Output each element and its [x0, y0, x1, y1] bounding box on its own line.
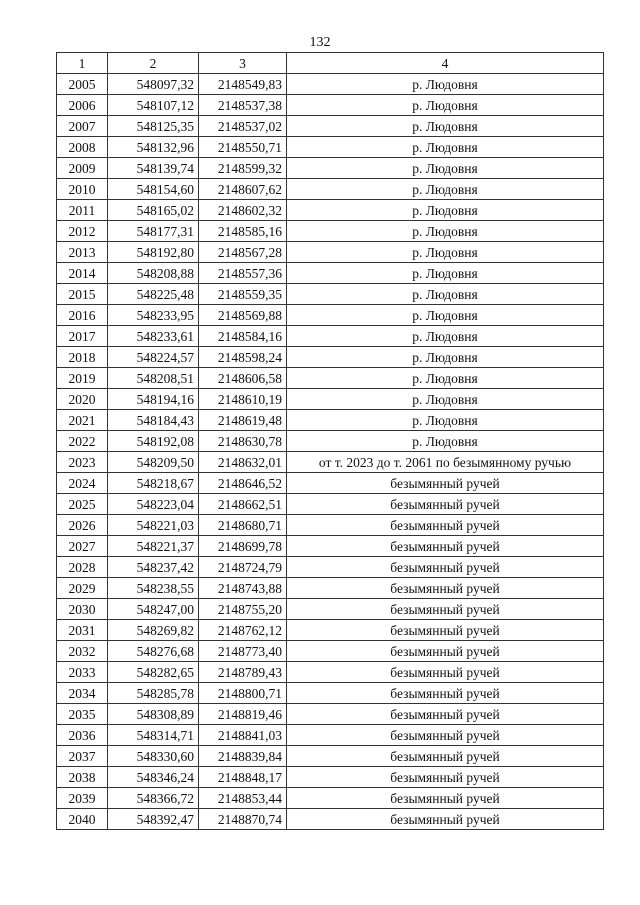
point-number-cell: 2018 [57, 347, 108, 368]
description-cell: р. Людовня [287, 410, 604, 431]
point-number-cell: 2017 [57, 326, 108, 347]
table-row [57, 578, 604, 599]
description-cell: безымянный ручей [287, 620, 604, 641]
point-number-cell: 2032 [57, 641, 108, 662]
table-row [57, 557, 604, 578]
table-row [57, 746, 604, 767]
x-coordinate-cell: 548282,65 [108, 662, 199, 683]
y-coordinate-cell: 2148585,16 [199, 221, 287, 242]
x-coordinate-cell: 548125,35 [108, 116, 199, 137]
description-cell: безымянный ручей [287, 599, 604, 620]
table-row [57, 641, 604, 662]
description-cell: р. Людовня [287, 158, 604, 179]
table-row [57, 95, 604, 116]
table-row [57, 242, 604, 263]
table-row [57, 137, 604, 158]
point-number-cell: 2033 [57, 662, 108, 683]
point-number-cell: 2005 [57, 74, 108, 95]
x-coordinate-cell: 548154,60 [108, 179, 199, 200]
table-row [57, 200, 604, 221]
point-number-cell: 2020 [57, 389, 108, 410]
y-coordinate-cell: 2148602,32 [199, 200, 287, 221]
description-cell: р. Людовня [287, 242, 604, 263]
point-number-cell: 2023 [57, 452, 108, 473]
table-row [57, 431, 604, 452]
y-coordinate-cell: 2148549,83 [199, 74, 287, 95]
y-coordinate-cell: 2148550,71 [199, 137, 287, 158]
description-cell: р. Людовня [287, 389, 604, 410]
x-coordinate-cell: 548238,55 [108, 578, 199, 599]
x-coordinate-cell: 548269,82 [108, 620, 199, 641]
x-coordinate-cell: 548107,12 [108, 95, 199, 116]
description-cell: р. Людовня [287, 221, 604, 242]
point-number-cell: 2028 [57, 557, 108, 578]
y-coordinate-cell: 2148841,03 [199, 725, 287, 746]
table-row [57, 347, 604, 368]
description-cell: безымянный ручей [287, 788, 604, 809]
point-number-cell: 2038 [57, 767, 108, 788]
x-coordinate-cell: 548194,16 [108, 389, 199, 410]
point-number-cell: 2014 [57, 263, 108, 284]
point-number-cell: 2037 [57, 746, 108, 767]
table-header-row [57, 53, 604, 74]
y-coordinate-cell: 2148646,52 [199, 473, 287, 494]
coordinates-table [56, 52, 604, 830]
y-coordinate-cell: 2148699,78 [199, 536, 287, 557]
y-coordinate-cell: 2148789,43 [199, 662, 287, 683]
description-cell: р. Людовня [287, 74, 604, 95]
column-header-1: 1 [57, 53, 108, 74]
y-coordinate-cell: 2148557,36 [199, 263, 287, 284]
y-coordinate-cell: 2148607,62 [199, 179, 287, 200]
table-row [57, 116, 604, 137]
description-cell: р. Людовня [287, 263, 604, 284]
x-coordinate-cell: 548218,67 [108, 473, 199, 494]
table-row [57, 158, 604, 179]
y-coordinate-cell: 2148743,88 [199, 578, 287, 599]
x-coordinate-cell: 548177,31 [108, 221, 199, 242]
y-coordinate-cell: 2148848,17 [199, 767, 287, 788]
point-number-cell: 2040 [57, 809, 108, 830]
x-coordinate-cell: 548285,78 [108, 683, 199, 704]
description-cell: р. Людовня [287, 368, 604, 389]
description-cell: безымянный ручей [287, 725, 604, 746]
x-coordinate-cell: 548233,61 [108, 326, 199, 347]
x-coordinate-cell: 548233,95 [108, 305, 199, 326]
description-cell: от т. 2023 до т. 2061 по безымянному ручью [287, 452, 604, 473]
table-row [57, 620, 604, 641]
y-coordinate-cell: 2148632,01 [199, 452, 287, 473]
table-row [57, 305, 604, 326]
description-cell: р. Людовня [287, 347, 604, 368]
table-row [57, 725, 604, 746]
point-number-cell: 2024 [57, 473, 108, 494]
point-number-cell: 2027 [57, 536, 108, 557]
table-row [57, 662, 604, 683]
point-number-cell: 2010 [57, 179, 108, 200]
table-row [57, 473, 604, 494]
description-cell: безымянный ручей [287, 809, 604, 830]
point-number-cell: 2016 [57, 305, 108, 326]
column-header-2: 2 [108, 53, 199, 74]
description-cell: безымянный ручей [287, 683, 604, 704]
page-number: 132 [309, 35, 331, 50]
y-coordinate-cell: 2148839,84 [199, 746, 287, 767]
point-number-cell: 2029 [57, 578, 108, 599]
description-cell: безымянный ручей [287, 515, 604, 536]
point-number-cell: 2022 [57, 431, 108, 452]
y-coordinate-cell: 2148870,74 [199, 809, 287, 830]
point-number-cell: 2007 [57, 116, 108, 137]
description-cell: р. Людовня [287, 326, 604, 347]
description-cell: безымянный ручей [287, 704, 604, 725]
x-coordinate-cell: 548208,51 [108, 368, 199, 389]
description-cell: р. Людовня [287, 116, 604, 137]
table-row [57, 452, 604, 473]
table-row [57, 494, 604, 515]
point-number-cell: 2030 [57, 599, 108, 620]
y-coordinate-cell: 2148569,88 [199, 305, 287, 326]
table-row [57, 515, 604, 536]
x-coordinate-cell: 548209,50 [108, 452, 199, 473]
x-coordinate-cell: 548346,24 [108, 767, 199, 788]
y-coordinate-cell: 2148819,46 [199, 704, 287, 725]
table-row [57, 368, 604, 389]
x-coordinate-cell: 548208,88 [108, 263, 199, 284]
y-coordinate-cell: 2148853,44 [199, 788, 287, 809]
y-coordinate-cell: 2148800,71 [199, 683, 287, 704]
x-coordinate-cell: 548247,00 [108, 599, 199, 620]
y-coordinate-cell: 2148537,02 [199, 116, 287, 137]
description-cell: безымянный ручей [287, 557, 604, 578]
y-coordinate-cell: 2148599,32 [199, 158, 287, 179]
description-cell: безымянный ручей [287, 473, 604, 494]
y-coordinate-cell: 2148598,24 [199, 347, 287, 368]
y-coordinate-cell: 2148584,16 [199, 326, 287, 347]
table-row [57, 599, 604, 620]
y-coordinate-cell: 2148724,79 [199, 557, 287, 578]
description-cell: р. Людовня [287, 179, 604, 200]
x-coordinate-cell: 548314,71 [108, 725, 199, 746]
x-coordinate-cell: 548221,37 [108, 536, 199, 557]
y-coordinate-cell: 2148606,58 [199, 368, 287, 389]
point-number-cell: 2025 [57, 494, 108, 515]
x-coordinate-cell: 548223,04 [108, 494, 199, 515]
point-number-cell: 2026 [57, 515, 108, 536]
table-row [57, 704, 604, 725]
x-coordinate-cell: 548165,02 [108, 200, 199, 221]
table-row [57, 284, 604, 305]
x-coordinate-cell: 548192,08 [108, 431, 199, 452]
point-number-cell: 2021 [57, 410, 108, 431]
table-row [57, 767, 604, 788]
table-row [57, 536, 604, 557]
y-coordinate-cell: 2148610,19 [199, 389, 287, 410]
description-cell: безымянный ручей [287, 662, 604, 683]
x-coordinate-cell: 548139,74 [108, 158, 199, 179]
point-number-cell: 2012 [57, 221, 108, 242]
x-coordinate-cell: 548237,42 [108, 557, 199, 578]
description-cell: безымянный ручей [287, 641, 604, 662]
x-coordinate-cell: 548392,47 [108, 809, 199, 830]
description-cell: р. Людовня [287, 137, 604, 158]
point-number-cell: 2009 [57, 158, 108, 179]
table-row [57, 788, 604, 809]
x-coordinate-cell: 548221,03 [108, 515, 199, 536]
y-coordinate-cell: 2148619,48 [199, 410, 287, 431]
column-header-4: 4 [287, 53, 604, 74]
table-row [57, 263, 604, 284]
description-cell: безымянный ручей [287, 494, 604, 515]
y-coordinate-cell: 2148537,38 [199, 95, 287, 116]
description-cell: р. Людовня [287, 431, 604, 452]
point-number-cell: 2013 [57, 242, 108, 263]
point-number-cell: 2031 [57, 620, 108, 641]
x-coordinate-cell: 548132,96 [108, 137, 199, 158]
description-cell: р. Людовня [287, 284, 604, 305]
y-coordinate-cell: 2148559,35 [199, 284, 287, 305]
y-coordinate-cell: 2148567,28 [199, 242, 287, 263]
y-coordinate-cell: 2148762,12 [199, 620, 287, 641]
x-coordinate-cell: 548330,60 [108, 746, 199, 767]
description-cell: безымянный ручей [287, 578, 604, 599]
point-number-cell: 2019 [57, 368, 108, 389]
table-row [57, 74, 604, 95]
column-header-3: 3 [199, 53, 287, 74]
description-cell: безымянный ручей [287, 746, 604, 767]
y-coordinate-cell: 2148630,78 [199, 431, 287, 452]
table-row [57, 389, 604, 410]
x-coordinate-cell: 548192,80 [108, 242, 199, 263]
point-number-cell: 2011 [57, 200, 108, 221]
point-number-cell: 2039 [57, 788, 108, 809]
point-number-cell: 2008 [57, 137, 108, 158]
table-row [57, 221, 604, 242]
y-coordinate-cell: 2148662,51 [199, 494, 287, 515]
point-number-cell: 2006 [57, 95, 108, 116]
table-row [57, 683, 604, 704]
table-row [57, 179, 604, 200]
description-cell: р. Людовня [287, 200, 604, 221]
x-coordinate-cell: 548184,43 [108, 410, 199, 431]
table-row [57, 410, 604, 431]
point-number-cell: 2036 [57, 725, 108, 746]
table-row [57, 326, 604, 347]
point-number-cell: 2034 [57, 683, 108, 704]
table-row [57, 809, 604, 830]
x-coordinate-cell: 548276,68 [108, 641, 199, 662]
y-coordinate-cell: 2148773,40 [199, 641, 287, 662]
description-cell: р. Людовня [287, 305, 604, 326]
y-coordinate-cell: 2148755,20 [199, 599, 287, 620]
x-coordinate-cell: 548225,48 [108, 284, 199, 305]
description-cell: безымянный ручей [287, 536, 604, 557]
x-coordinate-cell: 548366,72 [108, 788, 199, 809]
point-number-cell: 2035 [57, 704, 108, 725]
point-number-cell: 2015 [57, 284, 108, 305]
description-cell: р. Людовня [287, 95, 604, 116]
y-coordinate-cell: 2148680,71 [199, 515, 287, 536]
description-cell: безымянный ручей [287, 767, 604, 788]
x-coordinate-cell: 548097,32 [108, 74, 199, 95]
table-body [57, 74, 604, 830]
x-coordinate-cell: 548308,89 [108, 704, 199, 725]
x-coordinate-cell: 548224,57 [108, 347, 199, 368]
